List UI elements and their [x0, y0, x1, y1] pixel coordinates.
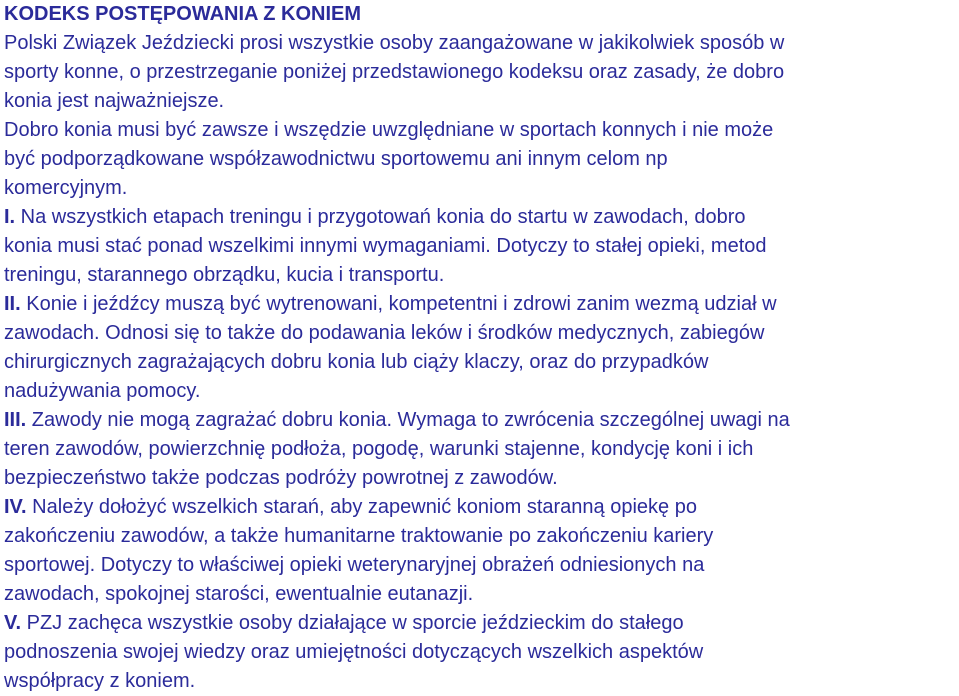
intro-line: konia jest najważniejsze. — [4, 90, 225, 112]
section-numeral: I. — [4, 206, 16, 228]
section-line: zawodach. Odnosi się to także do podawania leków i środków medycznych, zabiegów — [4, 322, 765, 344]
intro-line: Polski Związek Jeździecki prosi wszystkie osoby zaangażowane w jakikolwiek sposób w — [4, 32, 785, 54]
section-first-line — [4, 609, 959, 638]
intro-paragraph — [4, 29, 959, 203]
section-3 — [4, 406, 959, 493]
section-line: podnoszenia swojej wiedzy oraz umiejętności dotyczących wszelkich aspektów — [4, 641, 704, 663]
section-text: Należy dołożyć wszelkich starań, aby zapewnić koniom staranną opiekę po — [26, 496, 697, 518]
section-text: Zawody nie mogą zagrażać dobru konia. Wymaga to zwrócenia szczególnej uwagi na — [26, 409, 790, 431]
section-line: konia musi stać ponad wszelkimi innymi wymaganiami. Dotyczy to stałej opieki, metod — [4, 235, 767, 257]
section-first-line — [4, 290, 959, 319]
section-line: teren zawodów, powierzchnię podłoża, pogodę, warunki stajenne, kondycję koni i ich — [4, 438, 754, 460]
section-text: Na wszystkich etapach treningu i przygotowań konia do startu w zawodach, dobro — [15, 206, 746, 228]
section-2 — [4, 290, 959, 406]
section-5 — [4, 609, 959, 696]
section-line: współpracy z koniem. — [4, 670, 196, 692]
section-text: PZJ zachęca wszystkie osoby działające w sporcie jeździeckim do stałego — [21, 612, 684, 634]
document-page — [4, 0, 959, 696]
section-line: treningu, starannego obrządku, kucia i transportu. — [4, 264, 445, 286]
section-line: zawodach, spokojnej starości, ewentualnie eutanazji. — [4, 583, 474, 605]
section-line: chirurgicznych zagrażających dobru konia lub ciąży klaczy, oraz do przypadków — [4, 351, 709, 373]
intro-line: komercyjnym. — [4, 177, 128, 199]
section-first-line — [4, 406, 959, 435]
section-line: nadużywania pomocy. — [4, 380, 201, 402]
intro-line: Dobro konia musi być zawsze i wszędzie uwzględniane w sportach konnych i nie może — [4, 119, 774, 141]
section-4 — [4, 493, 959, 609]
section-line: bezpieczeństwo także podczas podróży powrotnej z zawodów. — [4, 467, 558, 489]
section-first-line — [4, 203, 959, 232]
document-title: KODEKS POSTĘPOWANIA Z KONIEM — [4, 3, 362, 25]
intro-line: sporty konne, o przestrzeganie poniżej przedstawionego kodeksu oraz zasady, że dobro — [4, 61, 785, 83]
section-text: Konie i jeźdźcy muszą być wytrenowani, kompetentni i zdrowi zanim wezmą udział w — [20, 293, 777, 315]
section-numeral: V. — [4, 612, 22, 634]
section-line: sportowej. Dotyczy to właściwej opieki weterynaryjnej obrażeń odniesionych na — [4, 554, 705, 576]
section-first-line — [4, 493, 959, 522]
section-line: zakończeniu zawodów, a także humanitarne traktowanie po zakończeniu kariery — [4, 525, 714, 547]
section-numeral: III. — [4, 409, 27, 431]
section-numeral: IV. — [4, 496, 27, 518]
intro-line: być podporządkowane współzawodnictwu sportowemu ani innym celom np — [4, 148, 668, 170]
section-1 — [4, 203, 959, 290]
section-numeral: II. — [4, 293, 21, 315]
